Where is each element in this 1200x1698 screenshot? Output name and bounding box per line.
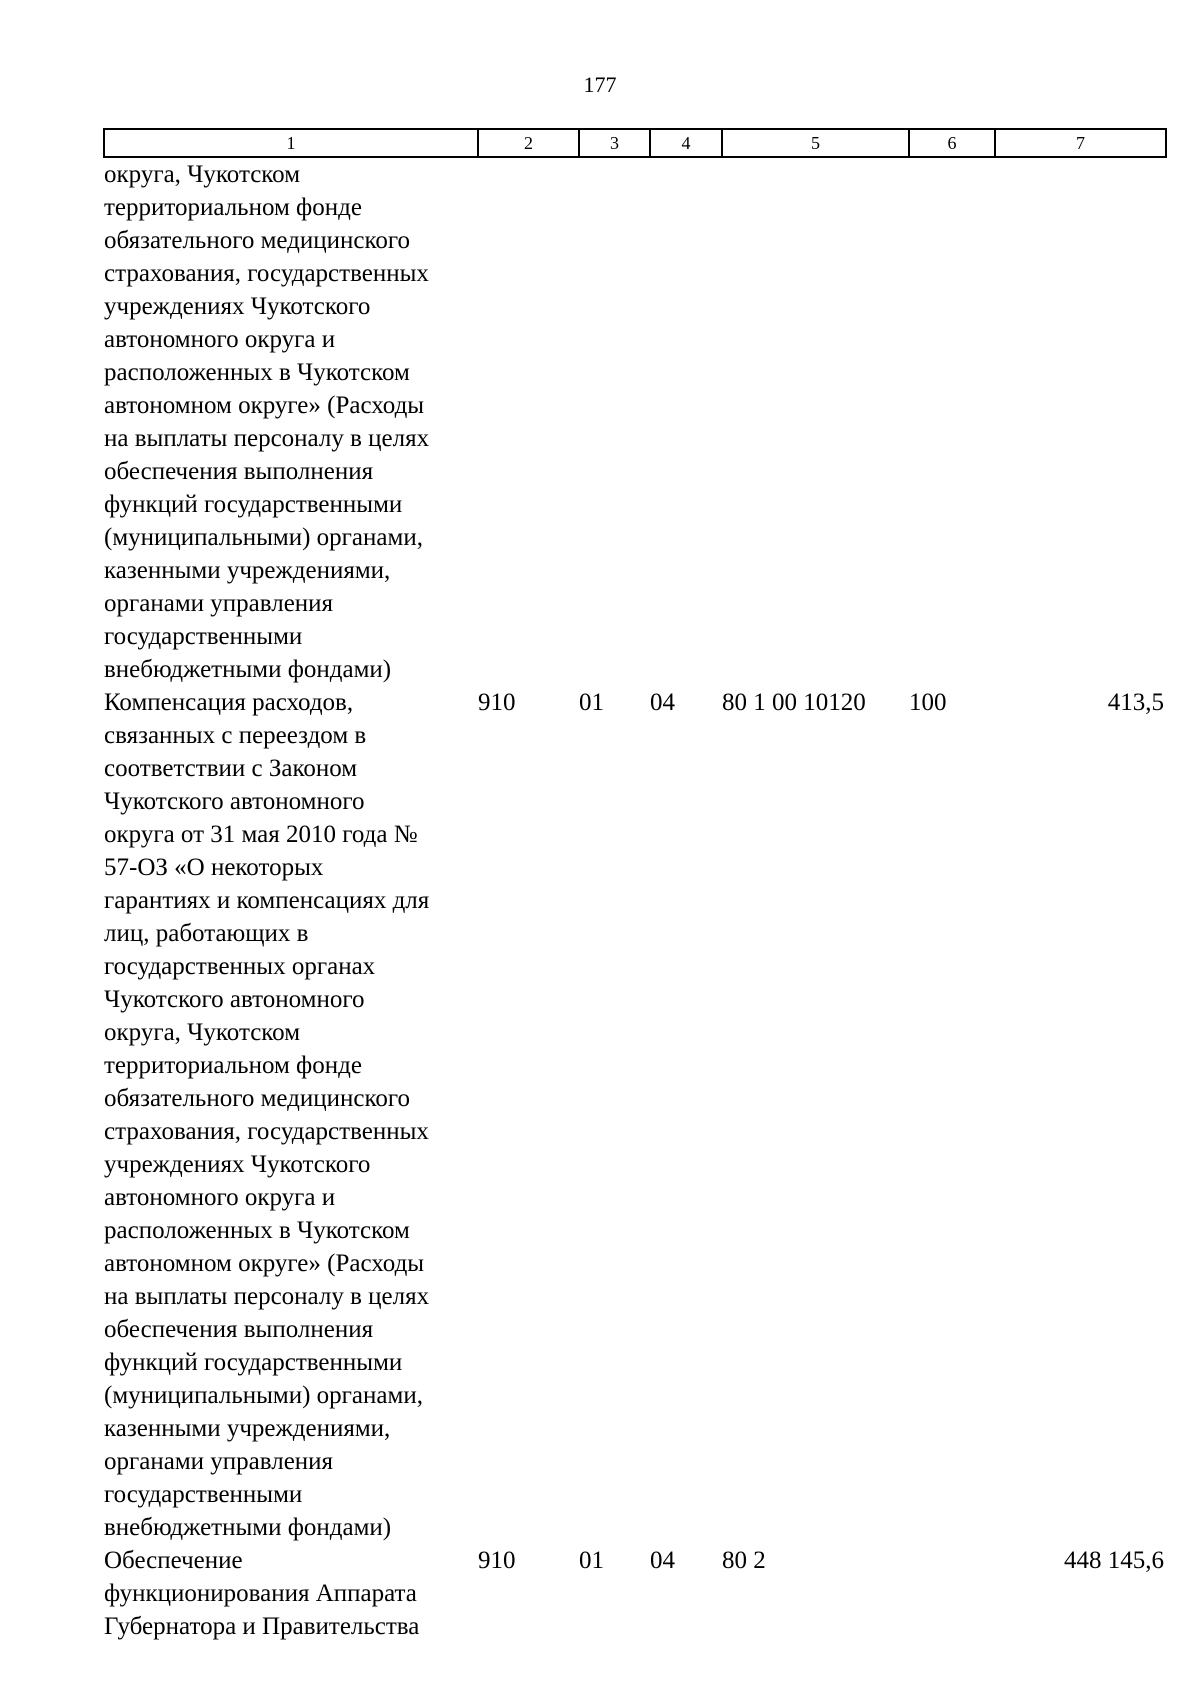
header-col-7: 7 — [995, 129, 1166, 157]
budget-table — [103, 128, 1167, 1643]
header-col-5: 5 — [722, 129, 909, 157]
header-row — [104, 129, 1166, 157]
row-section-code: 01 — [579, 1547, 604, 1574]
row-amount: 448 145,6 — [1064, 1547, 1164, 1574]
table-row — [104, 157, 1166, 686]
row-section-code — [579, 157, 650, 686]
row-ministry-code — [478, 157, 579, 686]
row-amount: 413,5 — [1107, 689, 1164, 716]
row-expense-type: 100 — [909, 689, 947, 716]
table-body — [104, 157, 1166, 1643]
row-amount — [995, 157, 1166, 686]
row-description: округа, Чукотском территориальном фонде обязательного медицинского страхования, государственных учреждениях Чукотского автономного округа и расположенных в Чукотском автономном округе» (Расходы на выплаты персоналу в целях обеспечения выполнения функций государственными (муниципальными) органами, казенными учреждениями, органами управления государственными внебюджетными фондами) — [104, 161, 430, 683]
header-col-4: 4 — [650, 129, 722, 157]
row-target-article — [722, 157, 909, 686]
header-col-1: 1 — [104, 129, 478, 157]
row-target-article: 80 1 00 10120 — [722, 689, 866, 716]
row-subsection-code — [650, 157, 722, 686]
row-expense-type — [909, 157, 995, 686]
row-section-code: 01 — [579, 689, 604, 716]
table-row — [104, 686, 1166, 1544]
row-subsection-code: 04 — [650, 689, 675, 716]
row-description: Обеспечение функционирования Аппарата Губернатора и Правительства — [104, 1547, 420, 1640]
row-target-article: 80 2 — [722, 1547, 766, 1574]
row-description: Компенсация расходов, связанных с переездом в соответствии с Законом Чукотского автономного округа от 31 мая 2010 года № 57-ОЗ «О некоторых гарантиях и компенсациях для лиц, работающих в государственных органах Чукотского автономного округа, Чукотском территориальном фонде обязательного медицинского страхования, государственных учреждениях Чукотского автономного округа и расположенных в Чукотском автономном округе» (Расходы на выплаты персоналу в целях обеспечения выполнения функций государственными (муниципальными) органами, казенными учреждениями, органами управления государственными внебюджетными фондами) — [104, 689, 430, 1541]
header-col-2: 2 — [478, 129, 579, 157]
page-number: 177 — [583, 72, 617, 97]
header-col-3: 3 — [579, 129, 650, 157]
table-header — [104, 129, 1166, 157]
row-expense-type — [909, 1544, 995, 1643]
row-subsection-code: 04 — [650, 1547, 675, 1574]
header-col-6: 6 — [909, 129, 995, 157]
table-row — [104, 1544, 1166, 1643]
row-ministry-code: 910 — [478, 1547, 516, 1574]
row-ministry-code: 910 — [478, 689, 516, 716]
